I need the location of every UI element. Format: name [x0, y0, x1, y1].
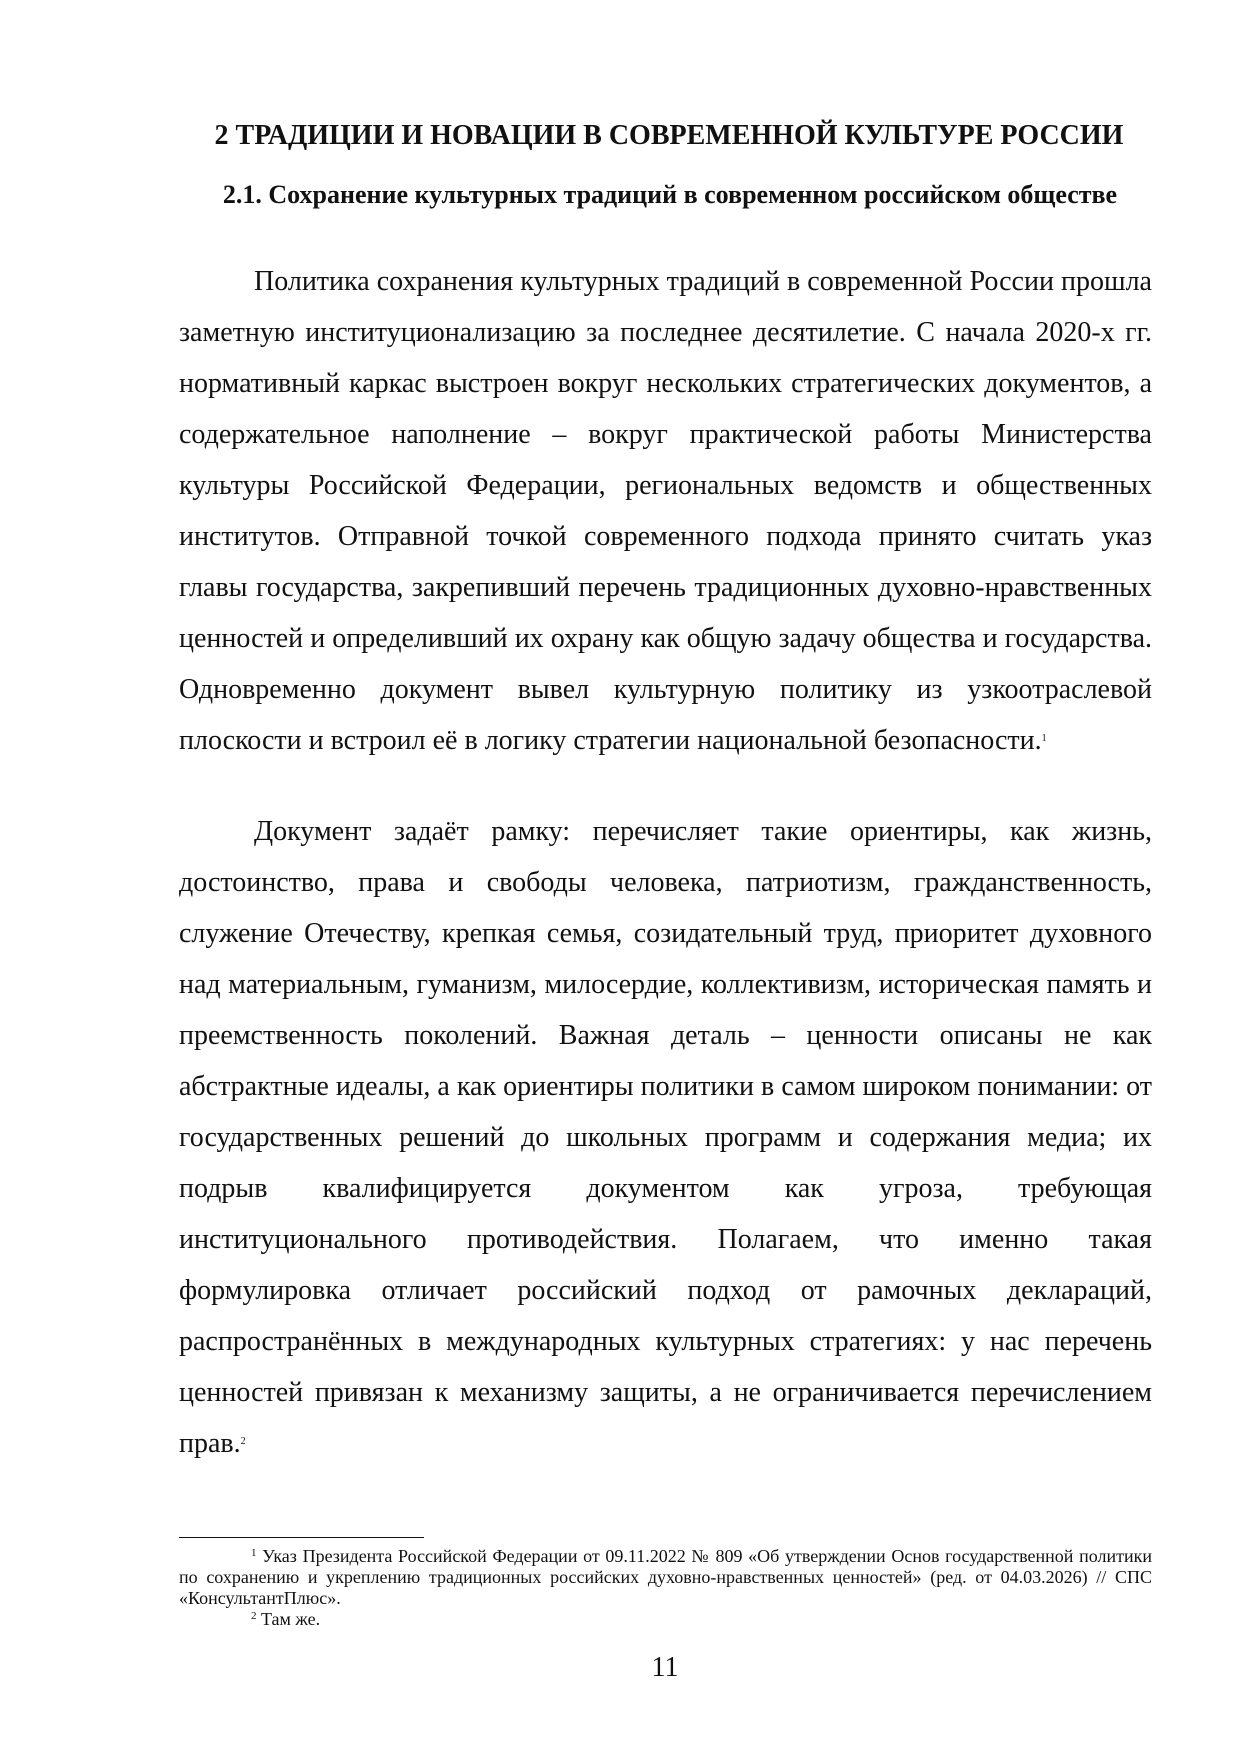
footnote-reference-2[interactable]: 2 [240, 1436, 246, 1447]
body-paragraph-1 [179, 256, 1152, 766]
footnote-marker: 1 [251, 1547, 257, 1559]
page-number: 11 [651, 1652, 679, 1683]
section-title: 2.1. Сохранение культурных традиций в современном российском обществе [222, 180, 1118, 209]
paragraph-text: Документ задаёт рамку: перечисляет такие ориентиры, как жизнь, достоинство, права и свободы человека, патриотизм, гражданственность, служение Отечеству, крепкая семья, созидательный труд, приоритет духовного над материальным, гуманизм, милосердие, коллективизм, историческая память и преемственность поколений. Важная деталь – ценности описаны не как абстрактные идеалы, а как ориентиры политики в самом широком понимании: от государственных решений до школьных программ и содержания медиа; их подрыв квалифицируется документом как угроза, требующая институционального противодействия. Полагаем, что именно такая формулировка отличает российский подход от рамочных деклараций, распространённых в международных культурных стратегиях: у нас перечень ценностей привязан к механизму защиты, а не ограничивается перечислением прав. [179, 816, 1152, 1459]
footnote-marker: 2 [251, 1610, 257, 1622]
footnote-separator [179, 1537, 424, 1538]
chapter-title: 2 ТРАДИЦИИ И НОВАЦИИ В СОВРЕМЕННОЙ КУЛЬТУРЕ РОССИИ [214, 120, 1124, 151]
footnotes [179, 1546, 1152, 1630]
footnote-1 [179, 1546, 1152, 1609]
footnote-text: Указ Президента Российской Федерации от 09.11.2022 № 809 «Об утверждении Основ государственной политики по сохранению и укреплению традиционных российских духовно-нравственных ценностей» (ред. от 04.03.2026) // СПС «КонсультантПлюс». [179, 1546, 1152, 1608]
body-paragraph-2 [179, 806, 1152, 1469]
footnote-text: Там же. [256, 1609, 321, 1629]
footnote-reference-1[interactable]: 1 [1041, 733, 1047, 744]
footnote-2 [179, 1609, 1152, 1630]
paragraph-text: Политика сохранения культурных традиций в современной России прошла заметную институционализацию за последнее десятилетие. С начала 2020-х гг. нормативный каркас выстроен вокруг нескольких стратегических документов, а содержательное наполнение – вокруг практической работы Министерства культуры Российской Федерации, региональных ведомств и общественных институтов. Отправной точкой современного подхода принято считать указ главы государства, закрепивший перечень традиционных духовно-нравственных ценностей и определивший их охрану как общую задачу общества и государства. Одновременно документ вывел культурную политику из узкоотраслевой плоскости и встроил её в логику стратегии национальной безопасности. [179, 266, 1152, 756]
